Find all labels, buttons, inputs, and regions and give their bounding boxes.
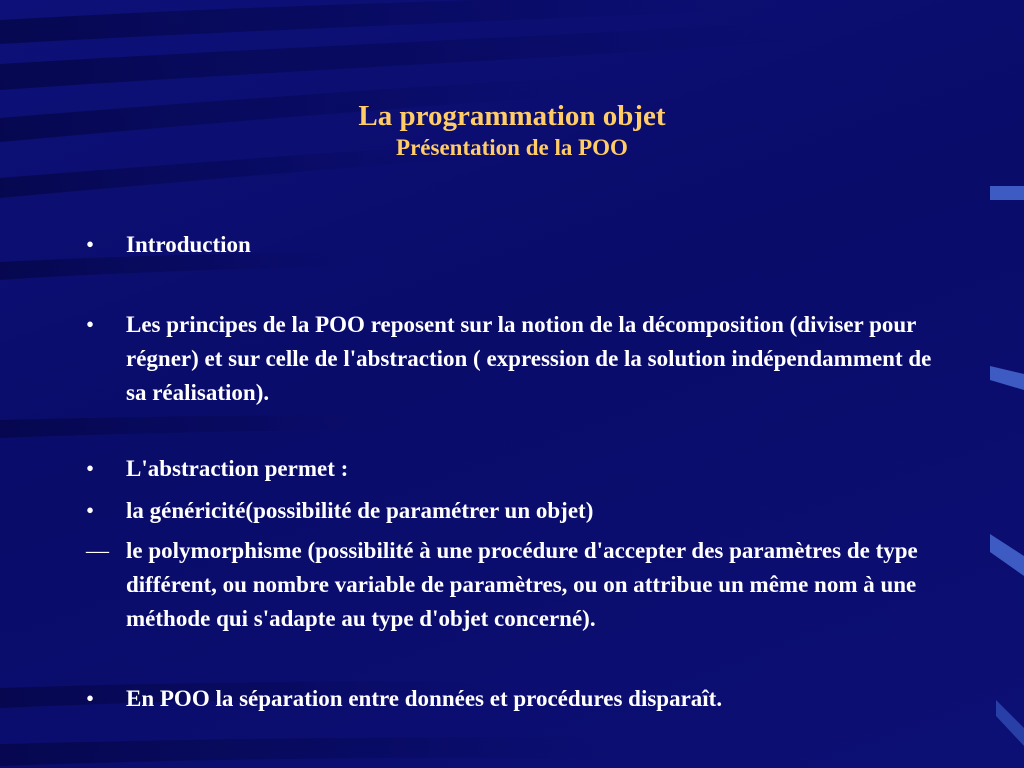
dash-item-polymorphisme xyxy=(86,534,936,636)
bullet-text: la généricité(possibilité de paramétrer un objet) xyxy=(126,498,594,523)
title-block xyxy=(0,98,1024,162)
bullet-marker: • xyxy=(86,232,95,257)
bullet-marker: • xyxy=(86,686,95,711)
dash-text: le polymorphisme (possibilité à une procédure d'accepter des paramètres de type différent, ou nombre variable de paramètres, ou on attribue un même nom à une méthode qui s'adapte au type d'objet concerné). xyxy=(126,538,918,631)
bullet-text: Les principes de la POO reposent sur la notion de la décomposition (diviser pour régner) et sur celle de l'abstraction ( expression de la solution indépendamment de sa réalisation). xyxy=(126,312,932,405)
bullet-item-separation xyxy=(86,682,936,716)
bullet-marker: • xyxy=(86,456,95,481)
bullet-text: Introduction xyxy=(126,232,251,257)
bullet-item-introduction xyxy=(86,228,936,262)
dash-marker: — xyxy=(86,538,109,563)
slide-subtitle: Présentation de la POO xyxy=(396,135,628,160)
bullet-text: L'abstraction permet : xyxy=(126,456,349,481)
slide-title: La programmation objet xyxy=(358,100,666,132)
bullet-item-genericite xyxy=(86,494,936,528)
bullet-marker: • xyxy=(86,498,95,523)
bullet-list xyxy=(86,228,936,716)
bullet-item-principes xyxy=(86,308,936,410)
bullet-marker: • xyxy=(86,312,95,337)
bullet-item-abstraction xyxy=(86,452,936,486)
bullet-text: En POO la séparation entre données et procédures disparaît. xyxy=(126,686,723,711)
